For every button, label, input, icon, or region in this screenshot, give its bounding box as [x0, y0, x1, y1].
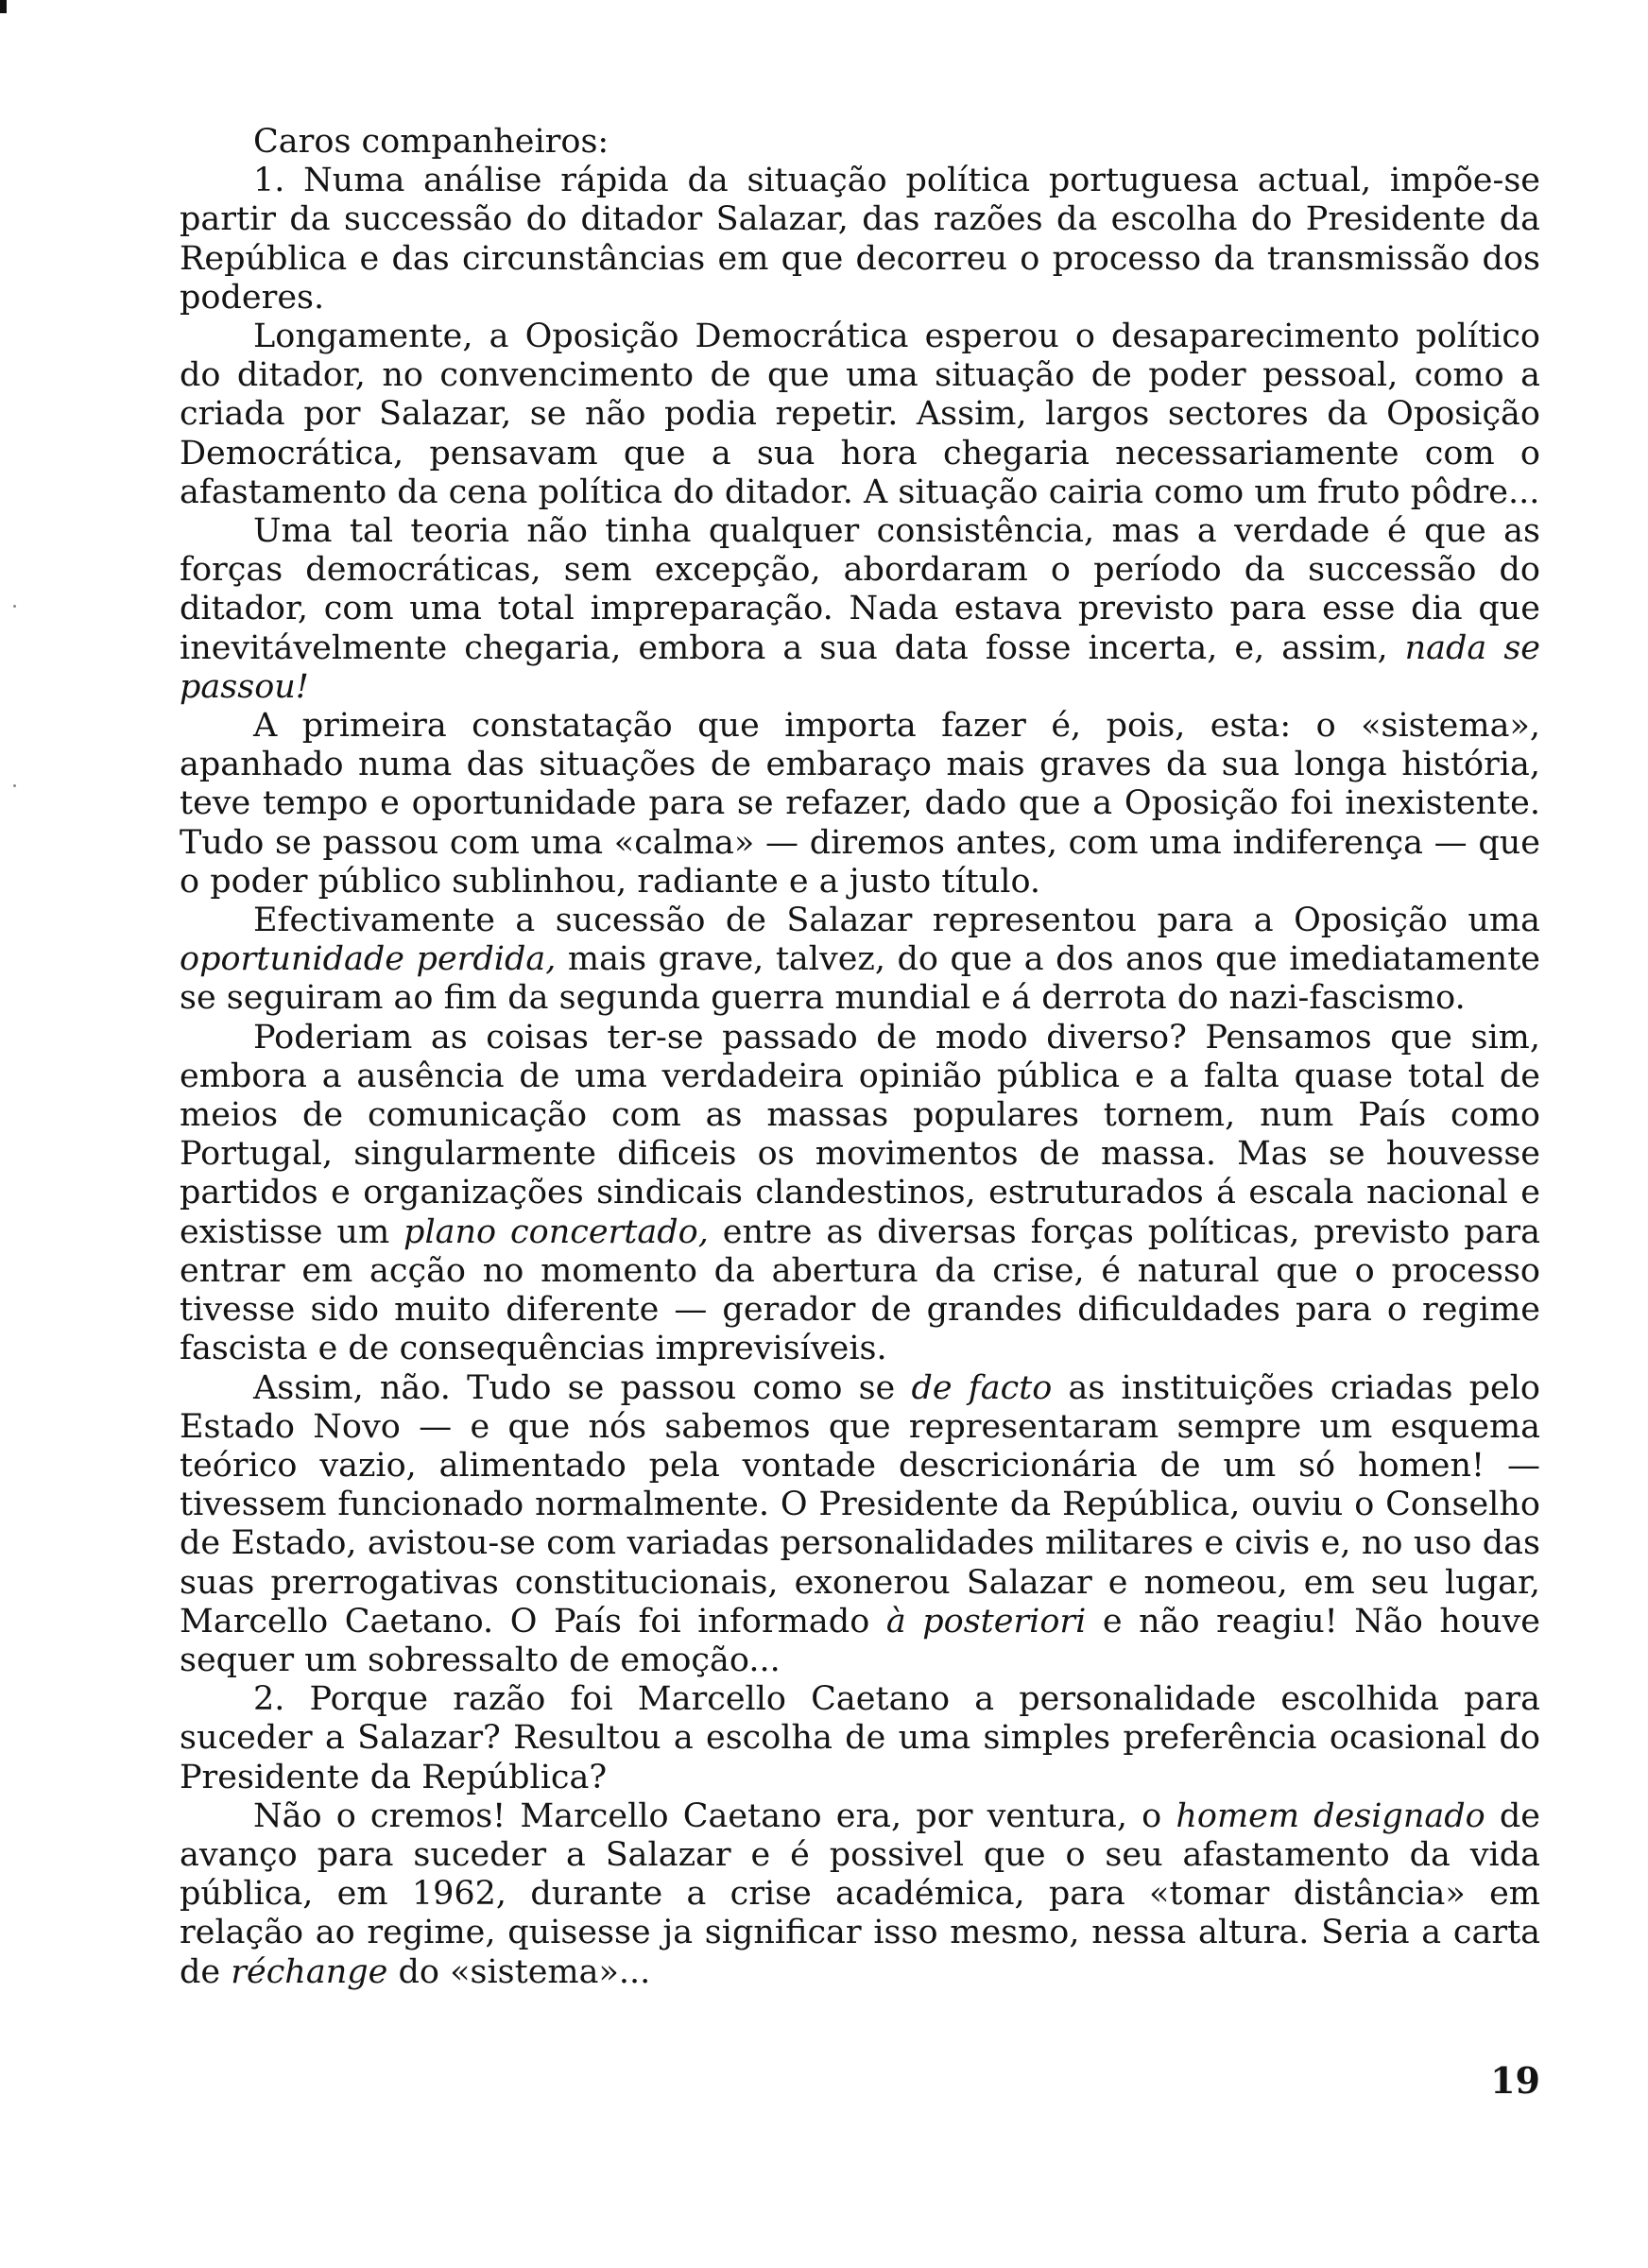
text-run: Assim, não. Tudo se passou como se	[253, 1368, 912, 1407]
text-run: Longamente, a Oposição Democrática esperou o desaparecimento político do ditador, no convencimento de que uma situação de poder pessoal, como a criada por Salazar, se não podia repetir. Assim, largos sectores da Oposição Democrática, pensavam que a sua hora chegaria necessariamente com o afastamento da cena política do ditador. A situação cairia como um fruto pôdre...	[180, 318, 1540, 511]
paragraph-6	[180, 1019, 1540, 1369]
scan-artifact-mark	[0, 0, 7, 13]
text-run: e não reagiu! Não houve sequer um sobressalto de emoção...	[180, 1602, 1540, 1679]
italic-text-run: plano concertado,	[403, 1212, 709, 1251]
italic-text-run: homem designado	[1176, 1796, 1485, 1835]
italic-text-run: de facto	[911, 1368, 1053, 1407]
paragraph-8	[180, 1680, 1540, 1797]
paragraph-2	[180, 318, 1540, 512]
text-run: 1. Numa análise rápida da situação política portuguesa actual, impõe-se partir da successão do ditador Salazar, das razões da escolha do Presidente da República e das circunstâncias em que decorreu o processo da transmissão dos poderes.	[180, 162, 1540, 317]
italic-text-run: nada se passou!	[180, 628, 1540, 706]
text-run: do «sistema»...	[387, 1952, 651, 1991]
page-number: 19	[1490, 2059, 1540, 2102]
body-text	[180, 123, 1540, 1992]
text-run: entre as diversas forças políticas, previsto para entrar em acção no momento da abertura da crise, é natural que o processo tivesse sido muito diferente — gerador de grandes dificuldades para o regime fascista e de consequências imprevisíveis.	[180, 1212, 1540, 1368]
paragraph-3	[180, 512, 1540, 707]
text-run: Uma tal teoria não tinha qualquer consistência, mas a verdade é que as forças democráticas, sem excepção, abordaram o período da successão do ditador, com uma total impreparação. Nada estava previsto para esse dia que inevitávelmente chegaria, embora a sua data fosse incerta, e, assim,	[180, 512, 1540, 667]
italic-text-run: oportunidade perdida,	[180, 940, 557, 979]
text-run: Poderiam as coisas ter-se passado de modo diverso? Pensamos que sim, embora a ausência de uma verdadeira opinião pública e a falta quase total de meios de comunicação com as massas populares tornem, num País como Portugal, singularmente dificeis os movimentos de massa. Mas se houvesse partidos e organizações sindicais clandestinos, estruturados á escala nacional e existisse um	[180, 1018, 1540, 1251]
scan-artifact-dot	[13, 784, 16, 787]
text-run: 2. Porque razão foi Marcello Caetano a personalidade escolhida para suceder a Salazar? Resultou a escolha de uma simples preferência ocasional do Presidente da República?	[180, 1680, 1540, 1796]
text-run: de avanço para suceder a Salazar e é possivel que o seu afastamento da vida pública, em 1962, durante a crise académica, para «tomar distância» em relação ao regime, quisesse ja significar isso mesmo, nessa altura. Seria a carta de	[180, 1796, 1540, 1991]
paragraph-4	[180, 707, 1540, 902]
italic-text-run: réchange	[231, 1952, 388, 1991]
text-run: Não o cremos! Marcello Caetano era, por ventura, o	[253, 1796, 1176, 1835]
text-run: as instituições criadas pelo Estado Novo — e que nós sabemos que representaram sempre um esquema teórico vazio, alimentado pela vontade descricionária de um só homen! — tivessem funcionado normalmente. O Presidente da República, ouviu o Conselho de Estado, avistou-se com variadas personalidades militares e civis e, no uso das suas prerrogativas constitucionais, exonerou Salazar e nomeou, em seu lugar, Marcello Caetano. O País foi informado	[180, 1368, 1541, 1641]
paragraph-9	[180, 1797, 1540, 1992]
text-run: mais grave, talvez, do que a dos anos que imediatamente se seguiram ao fim da segunda guerra mundial e á derrota do nazi-fascismo.	[180, 940, 1540, 1018]
paragraph-5	[180, 902, 1540, 1019]
salutation: Caros companheiros:	[253, 123, 609, 161]
paragraph-7	[180, 1369, 1540, 1681]
scan-artifact-dot	[13, 605, 16, 608]
italic-text-run: à posteriori	[885, 1602, 1087, 1641]
text-run: Efectivamente a sucessão de Salazar representou para a Oposição uma	[253, 902, 1540, 940]
text-run: A primeira constatação que importa fazer é, pois, esta: o «sistema», apanhado numa das situações de embaraço mais graves da sua longa história, teve tempo e oportunidade para se refazer, dado que a Oposição foi inexistente. Tudo se passou com uma «calma» — diremos antes, com uma indiferença — que o poder público sublinhou, radiante e a justo título.	[180, 707, 1540, 901]
paragraph-1	[180, 162, 1540, 318]
